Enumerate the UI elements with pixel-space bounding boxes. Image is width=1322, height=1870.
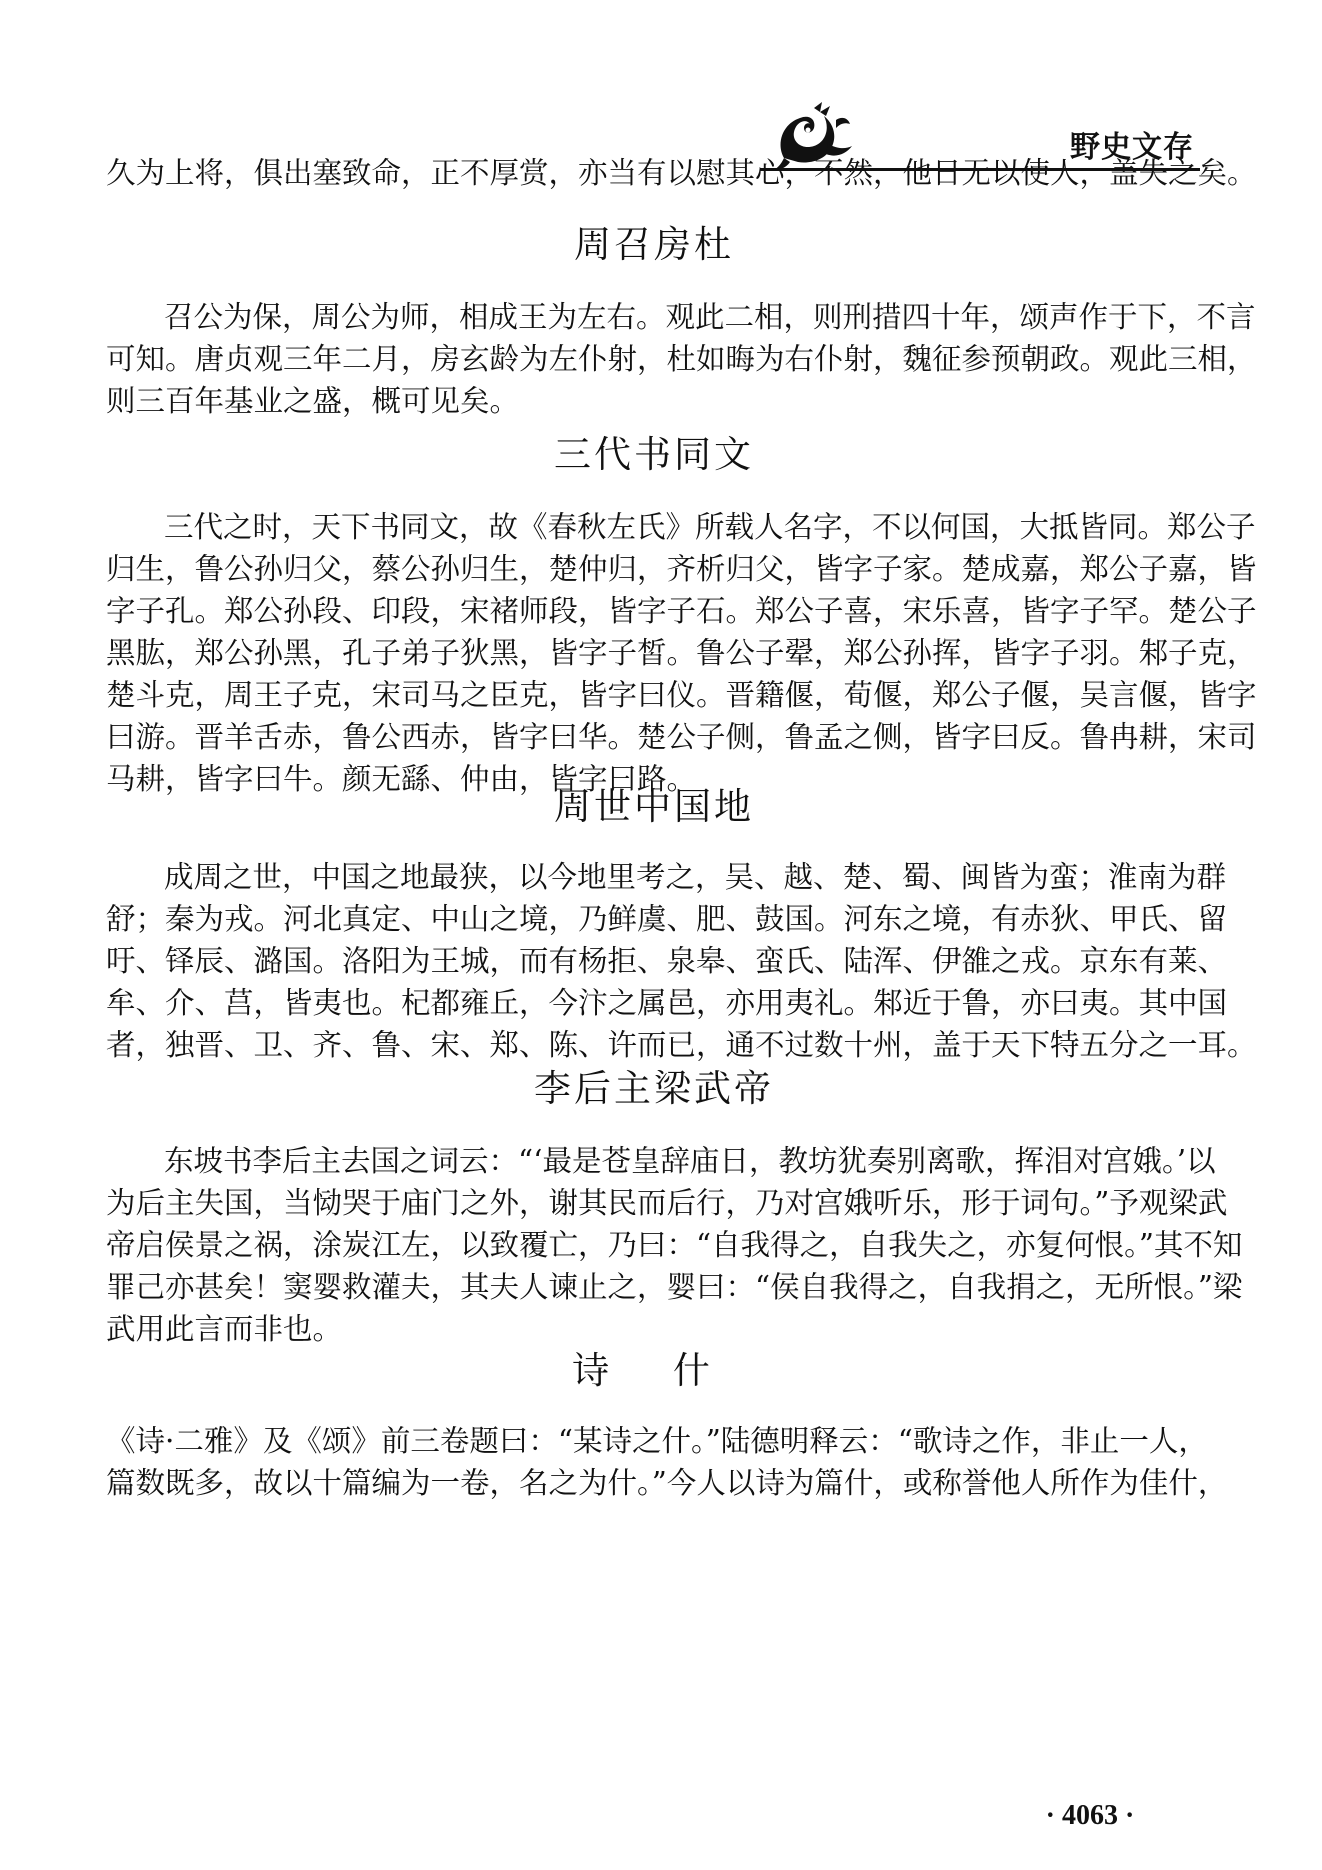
paragraph: [106, 1140, 1243, 1350]
text-line: 者，独晋、卫、齐、鲁、宋、郑、陈、许而已，通不过数十州，盖于天下特五分之一耳。: [106, 1028, 1257, 1062]
section-heading: 诗 什: [572, 1349, 736, 1392]
text-line: 牟、介、莒，皆夷也。杞都雍丘，今汴之属邑，亦用夷礼。邾近于鲁，亦曰夷。其中国: [106, 986, 1228, 1020]
running-header-title: 野史文存: [1070, 130, 1194, 165]
paragraph: [106, 296, 1257, 422]
text-line: 楚斗克，周王子克，宋司马之臣克，皆字曰仪。晋籍偃，荀偃，郑公子偃，吴言偃，皆字: [106, 678, 1257, 712]
section-heading: 三代书同文: [554, 433, 754, 476]
page-number: · 4063 ·: [1045, 1800, 1135, 1831]
text-line: 久为上将，俱出塞致命，正不厚赏，亦当有以慰其心，不然，他日无以使人，盖失之矣。: [106, 156, 1257, 190]
paragraph-continuation: [106, 152, 1257, 194]
text-line: 东坡书李后主去国之词云：“‘最是苍皇辞庙日，教坊犹奏别离歌，挥泪对宫娥。’以: [164, 1144, 1216, 1178]
text-line: 曰游。晋羊舌赤，鲁公西赤，皆字曰华。楚公子侧，鲁孟之侧，皆字曰反。鲁冉耕，宋司: [106, 720, 1257, 754]
text-line: 可知。唐贞观三年二月，房玄龄为左仆射，杜如晦为右仆射，魏征参预朝政。观此三相，: [106, 342, 1257, 376]
text-line: 则三百年基业之盛，概可见矣。: [106, 384, 520, 418]
text-line: 归生，鲁公孙归父，蔡公孙归生，楚仲归，齐析归父，皆字子家。楚成嘉，郑公子嘉，皆: [106, 552, 1257, 586]
text-line: 篇数既多，故以十篇编为一卷，名之为什。”今人以诗为篇什，或称誉他人所作为佳什，: [106, 1466, 1228, 1500]
text-line: 《诗·二雅》及《颂》前三卷题曰：“某诗之什。”陆德明释云：“歌诗之作，非止一人，: [106, 1424, 1208, 1458]
text-line: 舒；秦为戎。河北真定、中山之境，乃鲜虞、肥、鼓国。河东之境，有赤狄、甲氏、留: [106, 902, 1228, 936]
section-heading: 周召房杜: [574, 223, 734, 266]
text-line: 吁、铎辰、潞国。洛阳为王城，而有杨拒、泉皋、蛮氏、陆浑、伊雒之戎。京东有莱、: [106, 944, 1228, 978]
text-line: 罪己亦甚矣！窦婴救灌夫，其夫人谏止之，婴曰：“侯自我得之，自我捐之，无所恨。”梁: [106, 1270, 1243, 1304]
text-line: 成周之世，中国之地最狭，以今地里考之，吴、越、楚、蜀、闽皆为蛮；淮南为群: [164, 860, 1227, 894]
text-line: 召公为保，周公为师，相成王为左右。观此二相，则刑措四十年，颂声作于下，不言: [164, 300, 1256, 334]
paragraph: [106, 506, 1257, 800]
text-line: 武用此言而非也。: [106, 1312, 343, 1346]
paragraph: [106, 1420, 1228, 1504]
text-line: 马耕，皆字曰牛。颜无繇、仲由，皆字曰路。: [106, 762, 697, 796]
text-line: 字子孔。郑公孙段、印段，宋褚师段，皆字子石。郑公子喜，宋乐喜，皆字子罕。楚公子: [106, 594, 1257, 628]
text-line: 为后主失国，当恸哭于庙门之外，谢其民而后行，乃对宫娥听乐，形于词句。”予观梁武: [106, 1186, 1228, 1220]
text-line: 帝启侯景之祸，涂炭江左，以致覆亡，乃曰：“自我得之，自我失之，亦复何恨。”其不知: [106, 1228, 1243, 1262]
paragraph: [106, 856, 1257, 1066]
section-heading: 周世中国地: [554, 785, 754, 828]
text-line: 黑肱，郑公孙黑，孔子弟子狄黑，皆字子皙。鲁公子翚，郑公孙挥，皆字子羽。邾子克，: [106, 636, 1257, 670]
text-line: 三代之时，天下书同文，故《春秋左氏》所载人名字，不以何国，大抵皆同。郑公子: [164, 510, 1256, 544]
section-heading: 李后主梁武帝: [534, 1067, 774, 1110]
